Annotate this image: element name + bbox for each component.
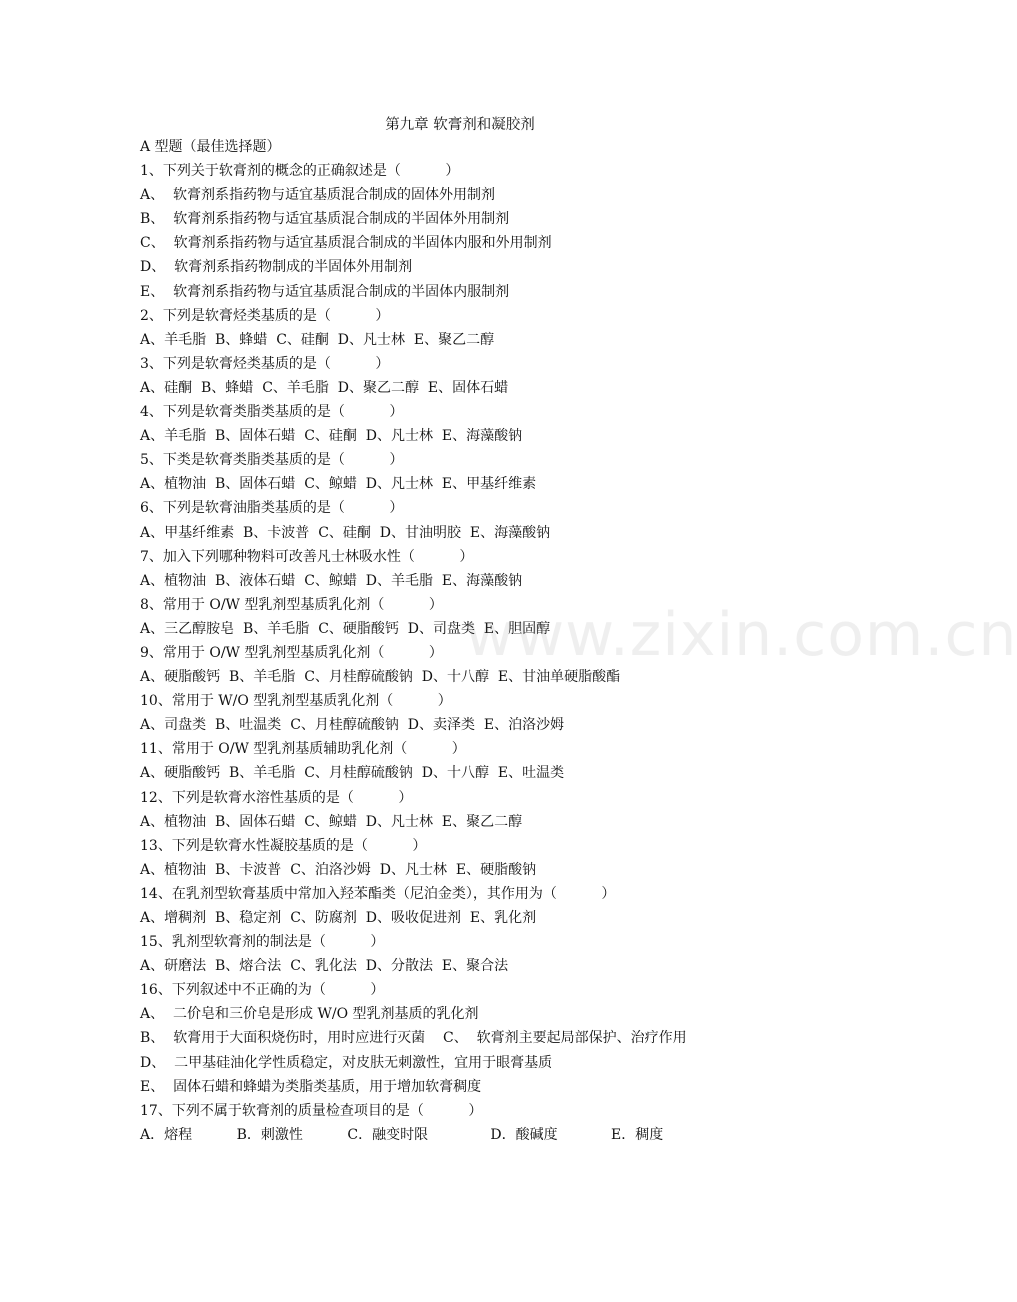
question-9: 9、常用于 O/W 型乳剂型基质乳化剂（ ） <box>140 644 443 661</box>
option-line: A、植物油 B、液体石蜡 C、鲸蜡 D、羊毛脂 E、海藻酸钠 <box>140 572 523 589</box>
option-line: A．熔程 B．刺激性 C．融变时限 D．酸碱度 E．稠度 <box>140 1126 664 1143</box>
option-line: D、 二甲基硅油化学性质稳定，对皮肤无刺激性，宜用于眼膏基质 <box>140 1054 553 1071</box>
question-14: 14、在乳剂型软膏基质中常加入羟苯酯类（尼泊金类），其作用为（ ） <box>140 885 616 902</box>
question-5: 5、下类是软膏类脂类基质的是（ ） <box>140 452 404 469</box>
watermark: www.zixin.com.cn <box>465 600 1017 670</box>
option-line: A、羊毛脂 B、蜂蜡 C、硅酮 D、凡士林 E、聚乙二醇 <box>140 331 495 348</box>
option-line: B、 软膏用于大面积烧伤时，用时应进行灭菌 C、 软膏剂主要起局部保护、治疗作用 <box>140 1030 687 1047</box>
question-1: 1、下列关于软膏剂的概念的正确叙述是（ ） <box>140 163 460 180</box>
question-13: 13、下列是软膏水性凝胶基质的是（ ） <box>140 837 427 854</box>
question-2: 2、下列是软膏烃类基质的是（ ） <box>140 307 390 324</box>
question-3: 3、下列是软膏烃类基质的是（ ） <box>140 355 390 372</box>
question-15: 15、乳剂型软膏剂的制法是（ ） <box>140 934 385 951</box>
option-line: E、 软膏剂系指药物与适宜基质混合制成的半固体内服制剂 <box>140 283 510 300</box>
option-line: A、植物油 B、固体石蜡 C、鲸蜡 D、凡士林 E、聚乙二醇 <box>140 813 523 830</box>
option-line: A、甲基纤维素 B、卡波普 C、硅酮 D、甘油明胶 E、海藻酸钠 <box>140 524 551 541</box>
question-11: 11、常用于 O/W 型乳剂基质辅助乳化剂（ ） <box>140 741 466 758</box>
option-line: A、司盘类 B、吐温类 C、月桂醇硫酸钠 D、卖泽类 E、泊洛沙姆 <box>140 717 565 734</box>
question-10: 10、常用于 W/O 型乳剂型基质乳化剂（ ） <box>140 693 452 710</box>
question-4: 4、下列是软膏类脂类基质的是（ ） <box>140 404 404 421</box>
option-line: A、硬脂酸钙 B、羊毛脂 C、月桂醇硫酸钠 D、十八醇 E、甘油单硬脂酸酯 <box>140 669 621 686</box>
option-line: A、 软膏剂系指药物与适宜基质混合制成的固体外用制剂 <box>140 187 496 204</box>
question-6: 6、下列是软膏油脂类基质的是（ ） <box>140 500 404 517</box>
question-17: 17、下列不属于软膏剂的质量检查项目的是（ ） <box>140 1102 483 1119</box>
question-12: 12、下列是软膏水溶性基质的是（ ） <box>140 789 413 806</box>
question-7: 7、加入下列哪种物料可改善凡士林吸水性（ ） <box>140 548 474 565</box>
option-line: D、 软膏剂系指药物制成的半固体外用制剂 <box>140 259 413 276</box>
option-line: A、硅酮 B、蜂蜡 C、羊毛脂 D、聚乙二醇 E、固体石蜡 <box>140 379 509 396</box>
option-line: A、羊毛脂 B、固体石蜡 C、硅酮 D、凡士林 E、海藻酸钠 <box>140 428 523 445</box>
option-line: E、 固体石蜡和蜂蜡为类脂类基质，用于增加软膏稠度 <box>140 1078 482 1095</box>
chapter-title: 第九章 软膏剂和凝胶剂 <box>385 117 535 133</box>
option-line: A、植物油 B、卡波普 C、泊洛沙姆 D、凡士林 E、硬脂酸钠 <box>140 861 537 878</box>
option-line: B、 软膏剂系指药物与适宜基质混合制成的半固体外用制剂 <box>140 211 510 228</box>
option-line: A、 二价皂和三价皂是形成 W/O 型乳剂基质的乳化剂 <box>140 1006 479 1023</box>
option-line: A、三乙醇胺皂 B、羊毛脂 C、硬脂酸钙 D、司盘类 E、胆固醇 <box>140 620 551 637</box>
option-line: A、增稠剂 B、稳定剂 C、防腐剂 D、吸收促进剂 E、乳化剂 <box>140 910 537 926</box>
section-heading: A 型题（最佳选择题） <box>140 139 281 155</box>
option-line: A、硬脂酸钙 B、羊毛脂 C、月桂醇硫酸钠 D、十八醇 E、吐温类 <box>140 765 565 782</box>
question-16: 16、下列叙述中不正确的为（ ） <box>140 982 385 999</box>
option-line: C、 软膏剂系指药物与适宜基质混合制成的半固体内服和外用制剂 <box>140 235 552 252</box>
option-line: A、研磨法 B、熔合法 C、乳化法 D、分散法 E、聚合法 <box>140 958 509 975</box>
option-line: A、植物油 B、固体石蜡 C、鲸蜡 D、凡士林 E、甲基纤维素 <box>140 476 537 493</box>
question-8: 8、常用于 O/W 型乳剂型基质乳化剂（ ） <box>140 596 443 613</box>
